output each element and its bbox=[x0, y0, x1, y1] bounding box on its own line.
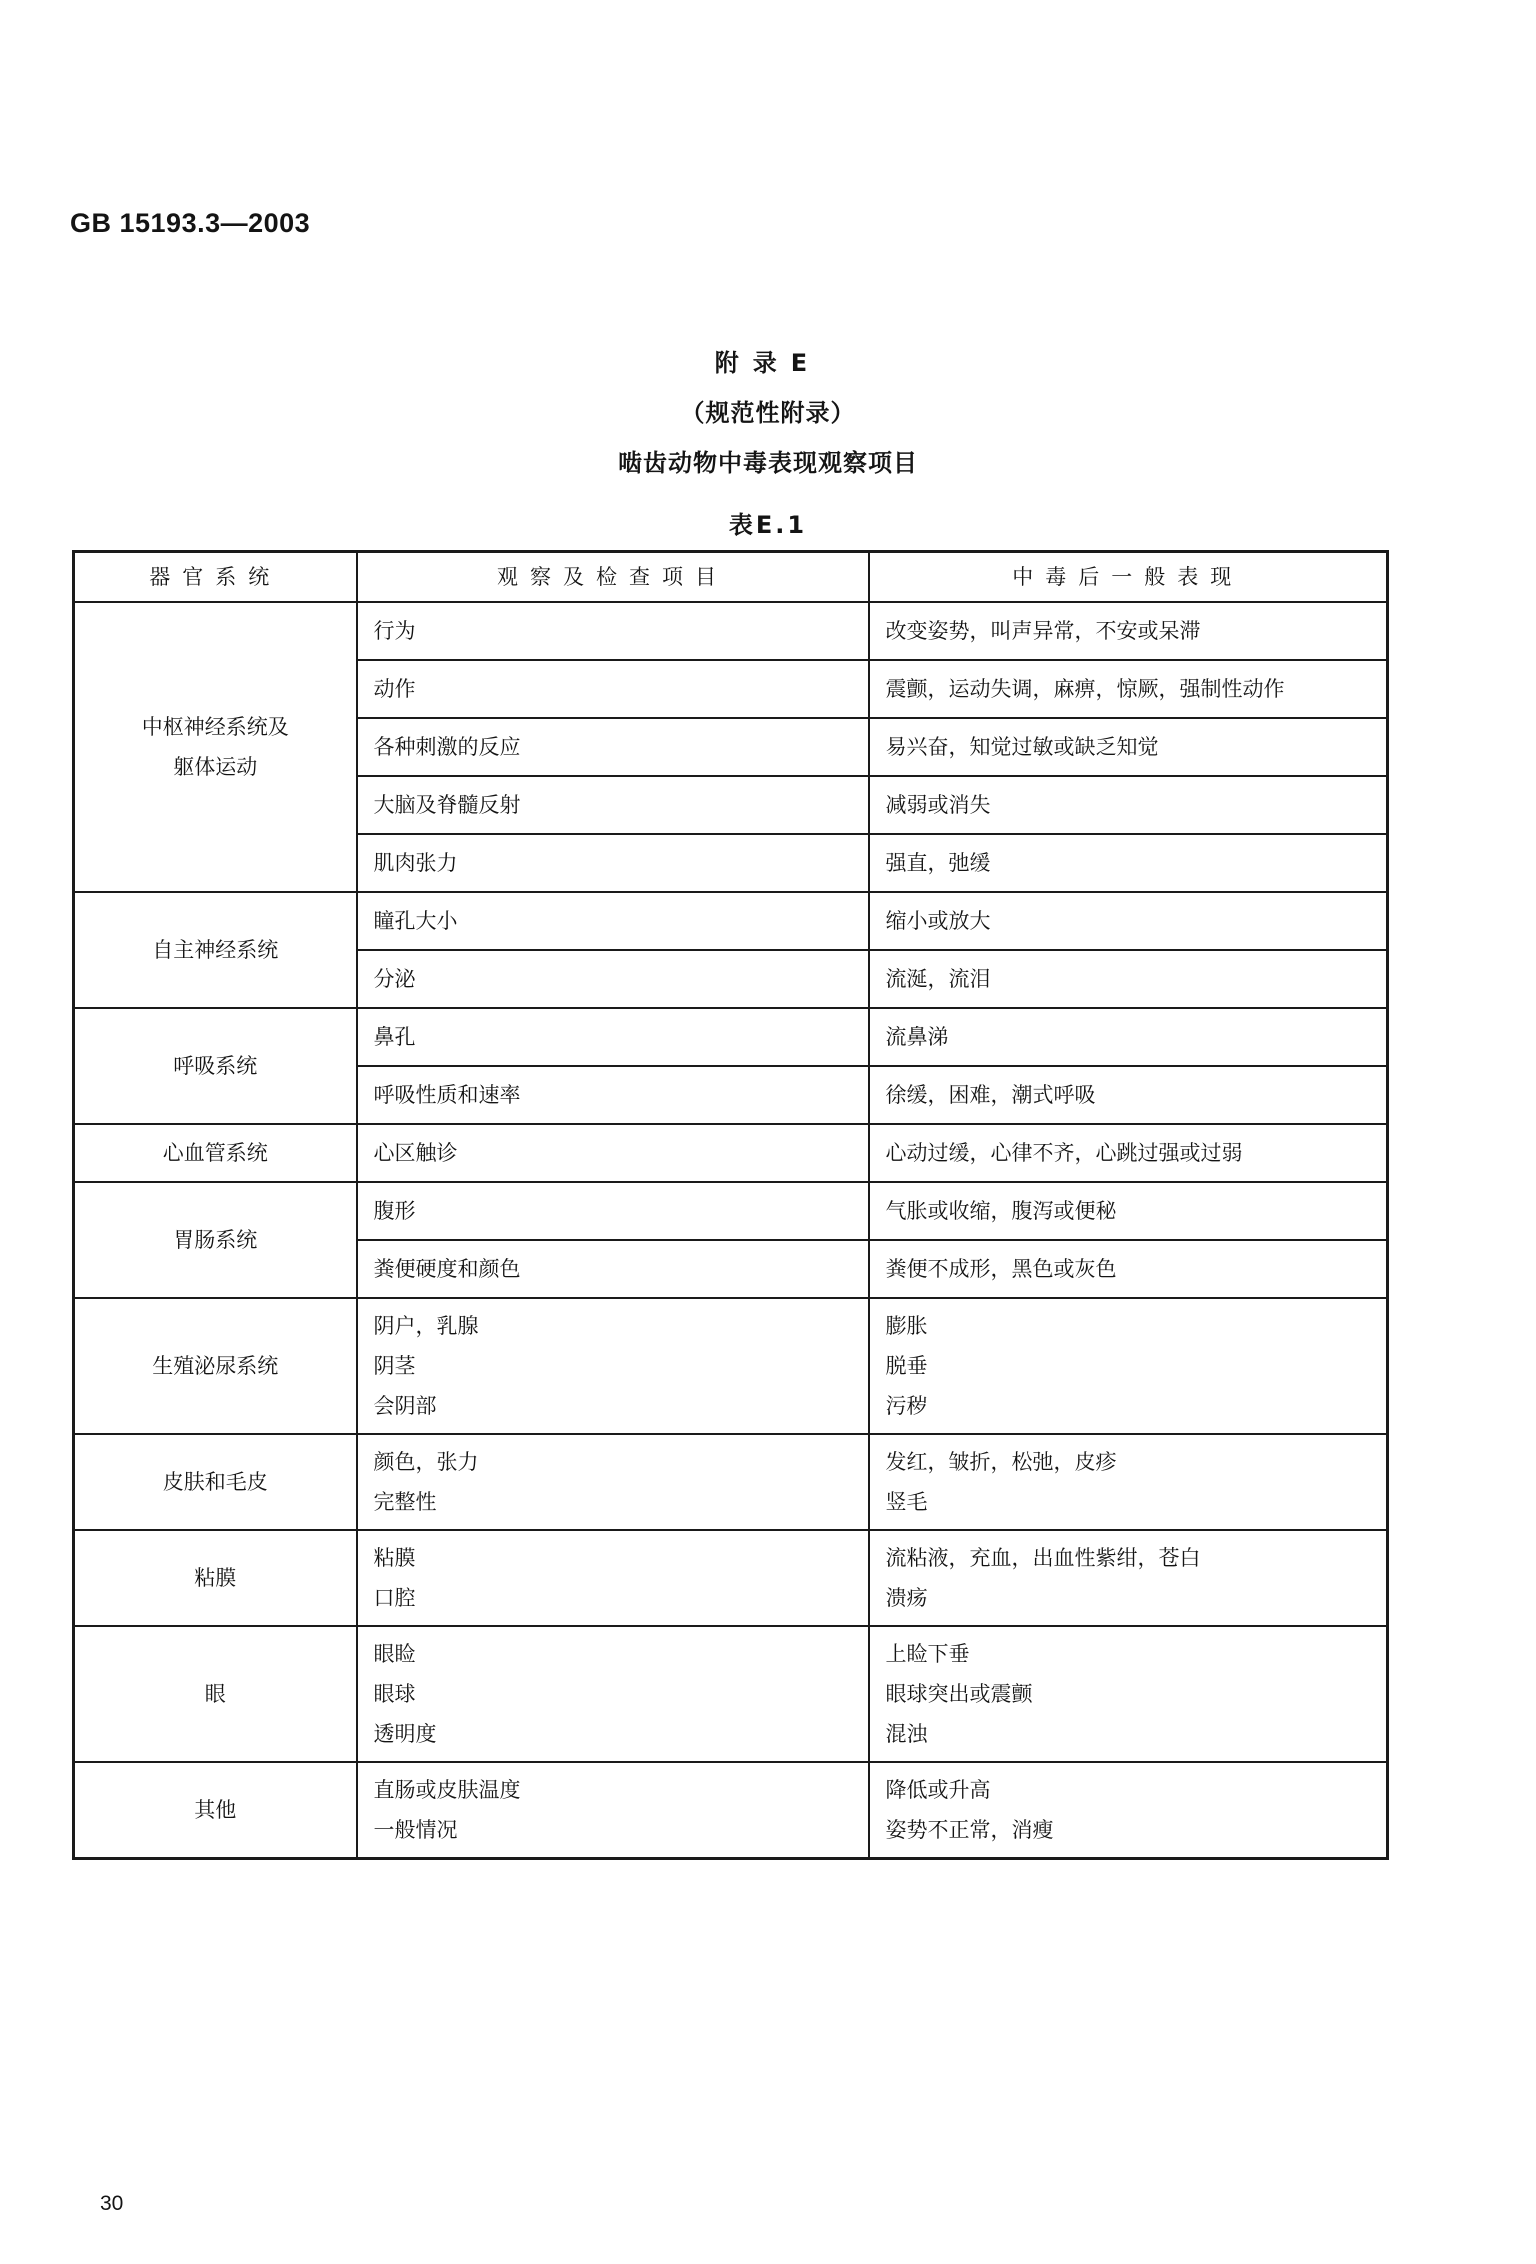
table-row bbox=[74, 1434, 1388, 1530]
table-row bbox=[74, 892, 1388, 950]
observation-item: 肌肉张力 bbox=[373, 851, 458, 875]
observation-item: 会阴部 bbox=[373, 1394, 437, 1418]
organ-system-cell: 心血管系统 bbox=[74, 1124, 357, 1182]
toxic-sign-cell bbox=[869, 1182, 1388, 1240]
observation-item: 完整性 bbox=[373, 1490, 437, 1514]
table-row bbox=[74, 1182, 1388, 1240]
observation-item-cell bbox=[357, 1626, 869, 1762]
toxic-sign: 流鼻涕 bbox=[885, 1025, 949, 1049]
organ-system-cell: 自主神经系统 bbox=[74, 892, 357, 1008]
toxic-sign: 姿势不正常，消瘦 bbox=[885, 1817, 1054, 1842]
toxic-sign: 污秽 bbox=[885, 1394, 928, 1418]
toxic-sign-cell bbox=[869, 834, 1388, 892]
toxic-sign: 粪便不成形，黑色或灰色 bbox=[885, 1257, 1117, 1281]
table-row bbox=[74, 1298, 1388, 1434]
toxic-sign: 强直，弛缓 bbox=[885, 851, 991, 875]
observation-item: 分泌 bbox=[373, 967, 416, 991]
observation-item: 动作 bbox=[373, 677, 416, 701]
observation-item: 口腔 bbox=[373, 1586, 416, 1610]
toxic-sign-cell bbox=[869, 950, 1388, 1008]
toxic-sign: 脱垂 bbox=[885, 1354, 928, 1378]
standard-code: GB 15193.3—2003 bbox=[70, 208, 311, 238]
observation-item-cell bbox=[357, 834, 869, 892]
observation-item-cell bbox=[357, 950, 869, 1008]
observation-item-cell bbox=[357, 1298, 869, 1434]
toxic-sign-cell bbox=[869, 602, 1388, 660]
table-body bbox=[74, 602, 1388, 1858]
observation-item: 眼球 bbox=[373, 1682, 416, 1706]
table-title: 表E.1 bbox=[728, 511, 808, 539]
page-number: 30 bbox=[100, 2192, 124, 2215]
observation-item: 各种刺激的反应 bbox=[373, 735, 521, 759]
organ-system-cell bbox=[74, 602, 357, 892]
organ-system-line: 中枢神经系统及 bbox=[141, 715, 289, 739]
table-row bbox=[74, 1626, 1388, 1762]
observation-item: 粘膜 bbox=[373, 1546, 416, 1570]
observation-item-cell bbox=[357, 1434, 869, 1530]
observation-item: 腹形 bbox=[373, 1199, 416, 1223]
toxic-sign-cell bbox=[869, 892, 1388, 950]
toxic-sign-cell bbox=[869, 776, 1388, 834]
toxic-sign: 混浊 bbox=[885, 1722, 928, 1746]
observation-item: 颜色，张力 bbox=[373, 1450, 479, 1474]
toxic-sign: 眼球突出或震颤 bbox=[885, 1682, 1033, 1706]
observation-item: 眼睑 bbox=[373, 1642, 416, 1666]
toxic-sign-cell bbox=[869, 718, 1388, 776]
observation-item: 阴茎 bbox=[373, 1354, 416, 1378]
observation-item-cell bbox=[357, 776, 869, 834]
observation-item: 鼻孔 bbox=[373, 1025, 416, 1049]
toxic-sign: 易兴奋，知觉过敏或缺乏知觉 bbox=[885, 735, 1159, 759]
observation-item: 呼吸性质和速率 bbox=[373, 1083, 521, 1107]
table-row bbox=[74, 1008, 1388, 1066]
organ-system-cell: 皮肤和毛皮 bbox=[74, 1434, 357, 1530]
toxic-sign: 降低或升高 bbox=[885, 1777, 991, 1802]
observation-item: 直肠或皮肤温度 bbox=[373, 1777, 521, 1802]
observation-item: 一般情况 bbox=[373, 1817, 458, 1842]
observation-item-cell bbox=[357, 1530, 869, 1626]
header-organ-system: 器官系统 bbox=[74, 552, 357, 603]
toxic-sign: 气胀或收缩，腹泻或便秘 bbox=[885, 1199, 1117, 1223]
observation-item-cell bbox=[357, 1066, 869, 1124]
table-row bbox=[74, 602, 1388, 660]
annex-title: 啮齿动物中毒表现观察项目 bbox=[618, 449, 918, 477]
toxic-sign-cell bbox=[869, 1298, 1388, 1434]
organ-system-cell: 胃肠系统 bbox=[74, 1182, 357, 1298]
table-row bbox=[74, 1530, 1388, 1626]
toxic-sign-cell bbox=[869, 1626, 1388, 1762]
toxic-sign: 减弱或消失 bbox=[885, 793, 991, 817]
toxic-sign: 缩小或放大 bbox=[885, 909, 991, 933]
toxic-sign-cell bbox=[869, 660, 1388, 718]
toxic-sign-cell bbox=[869, 1240, 1388, 1298]
organ-system-cell: 眼 bbox=[74, 1626, 357, 1762]
observation-item-cell bbox=[357, 602, 869, 660]
toxic-sign-cell bbox=[869, 1762, 1388, 1858]
toxic-sign-cell bbox=[869, 1434, 1388, 1530]
observation-item: 透明度 bbox=[373, 1722, 437, 1746]
toxic-sign: 震颤，运动失调，麻痹，惊厥，强制性动作 bbox=[885, 677, 1285, 701]
observation-item: 阴户，乳腺 bbox=[373, 1314, 479, 1338]
observation-item: 粪便硬度和颜色 bbox=[373, 1257, 521, 1281]
toxic-sign: 改变姿势，叫声异常，不安或呆滞 bbox=[885, 619, 1201, 643]
toxic-sign: 膨胀 bbox=[885, 1314, 928, 1338]
observation-item-cell bbox=[357, 1762, 869, 1858]
observation-item-cell bbox=[357, 1124, 869, 1182]
organ-system-cell: 呼吸系统 bbox=[74, 1008, 357, 1124]
observation-item-cell bbox=[357, 660, 869, 718]
table-row bbox=[74, 1124, 1388, 1182]
table-row bbox=[74, 1762, 1388, 1858]
table-header-row bbox=[74, 552, 1388, 603]
toxic-sign-cell bbox=[869, 1530, 1388, 1626]
toxic-sign: 竖毛 bbox=[885, 1490, 928, 1514]
observation-item-cell bbox=[357, 1240, 869, 1298]
observation-item-cell bbox=[357, 1008, 869, 1066]
observation-table bbox=[72, 550, 1389, 1860]
observation-item: 心区触诊 bbox=[373, 1141, 458, 1165]
observation-item-cell bbox=[357, 718, 869, 776]
toxic-sign-cell bbox=[869, 1008, 1388, 1066]
organ-system-cell: 生殖泌尿系统 bbox=[74, 1298, 357, 1434]
observation-item-cell bbox=[357, 892, 869, 950]
header-toxic-signs: 中毒后一般表现 bbox=[869, 552, 1388, 603]
toxic-sign: 流涎，流泪 bbox=[885, 967, 991, 991]
annex-label: 附录E bbox=[714, 349, 822, 377]
annex-type: （规范性附录） bbox=[680, 399, 856, 427]
toxic-sign: 心动过缓，心律不齐，心跳过强或过弱 bbox=[885, 1141, 1243, 1165]
toxic-sign: 徐缓，困难，潮式呼吸 bbox=[885, 1083, 1096, 1107]
toxic-sign: 发红，皱折，松弛，皮疹 bbox=[885, 1450, 1117, 1474]
observation-item-cell bbox=[357, 1182, 869, 1240]
toxic-sign-cell bbox=[869, 1066, 1388, 1124]
annex-heading bbox=[0, 338, 1536, 488]
observation-item: 行为 bbox=[373, 619, 416, 643]
header-observation-items: 观察及检查项目 bbox=[357, 552, 869, 603]
organ-system-cell: 粘膜 bbox=[74, 1530, 357, 1626]
observation-item: 瞳孔大小 bbox=[373, 909, 458, 933]
organ-system-line: 躯体运动 bbox=[173, 755, 258, 779]
observation-item: 大脑及脊髓反射 bbox=[373, 793, 521, 817]
toxic-sign: 流粘液，充血，出血性紫绀，苍白 bbox=[885, 1546, 1201, 1570]
organ-system-cell: 其他 bbox=[74, 1762, 357, 1858]
toxic-sign-cell bbox=[869, 1124, 1388, 1182]
toxic-sign: 上睑下垂 bbox=[885, 1642, 970, 1666]
toxic-sign: 溃疡 bbox=[885, 1586, 928, 1610]
